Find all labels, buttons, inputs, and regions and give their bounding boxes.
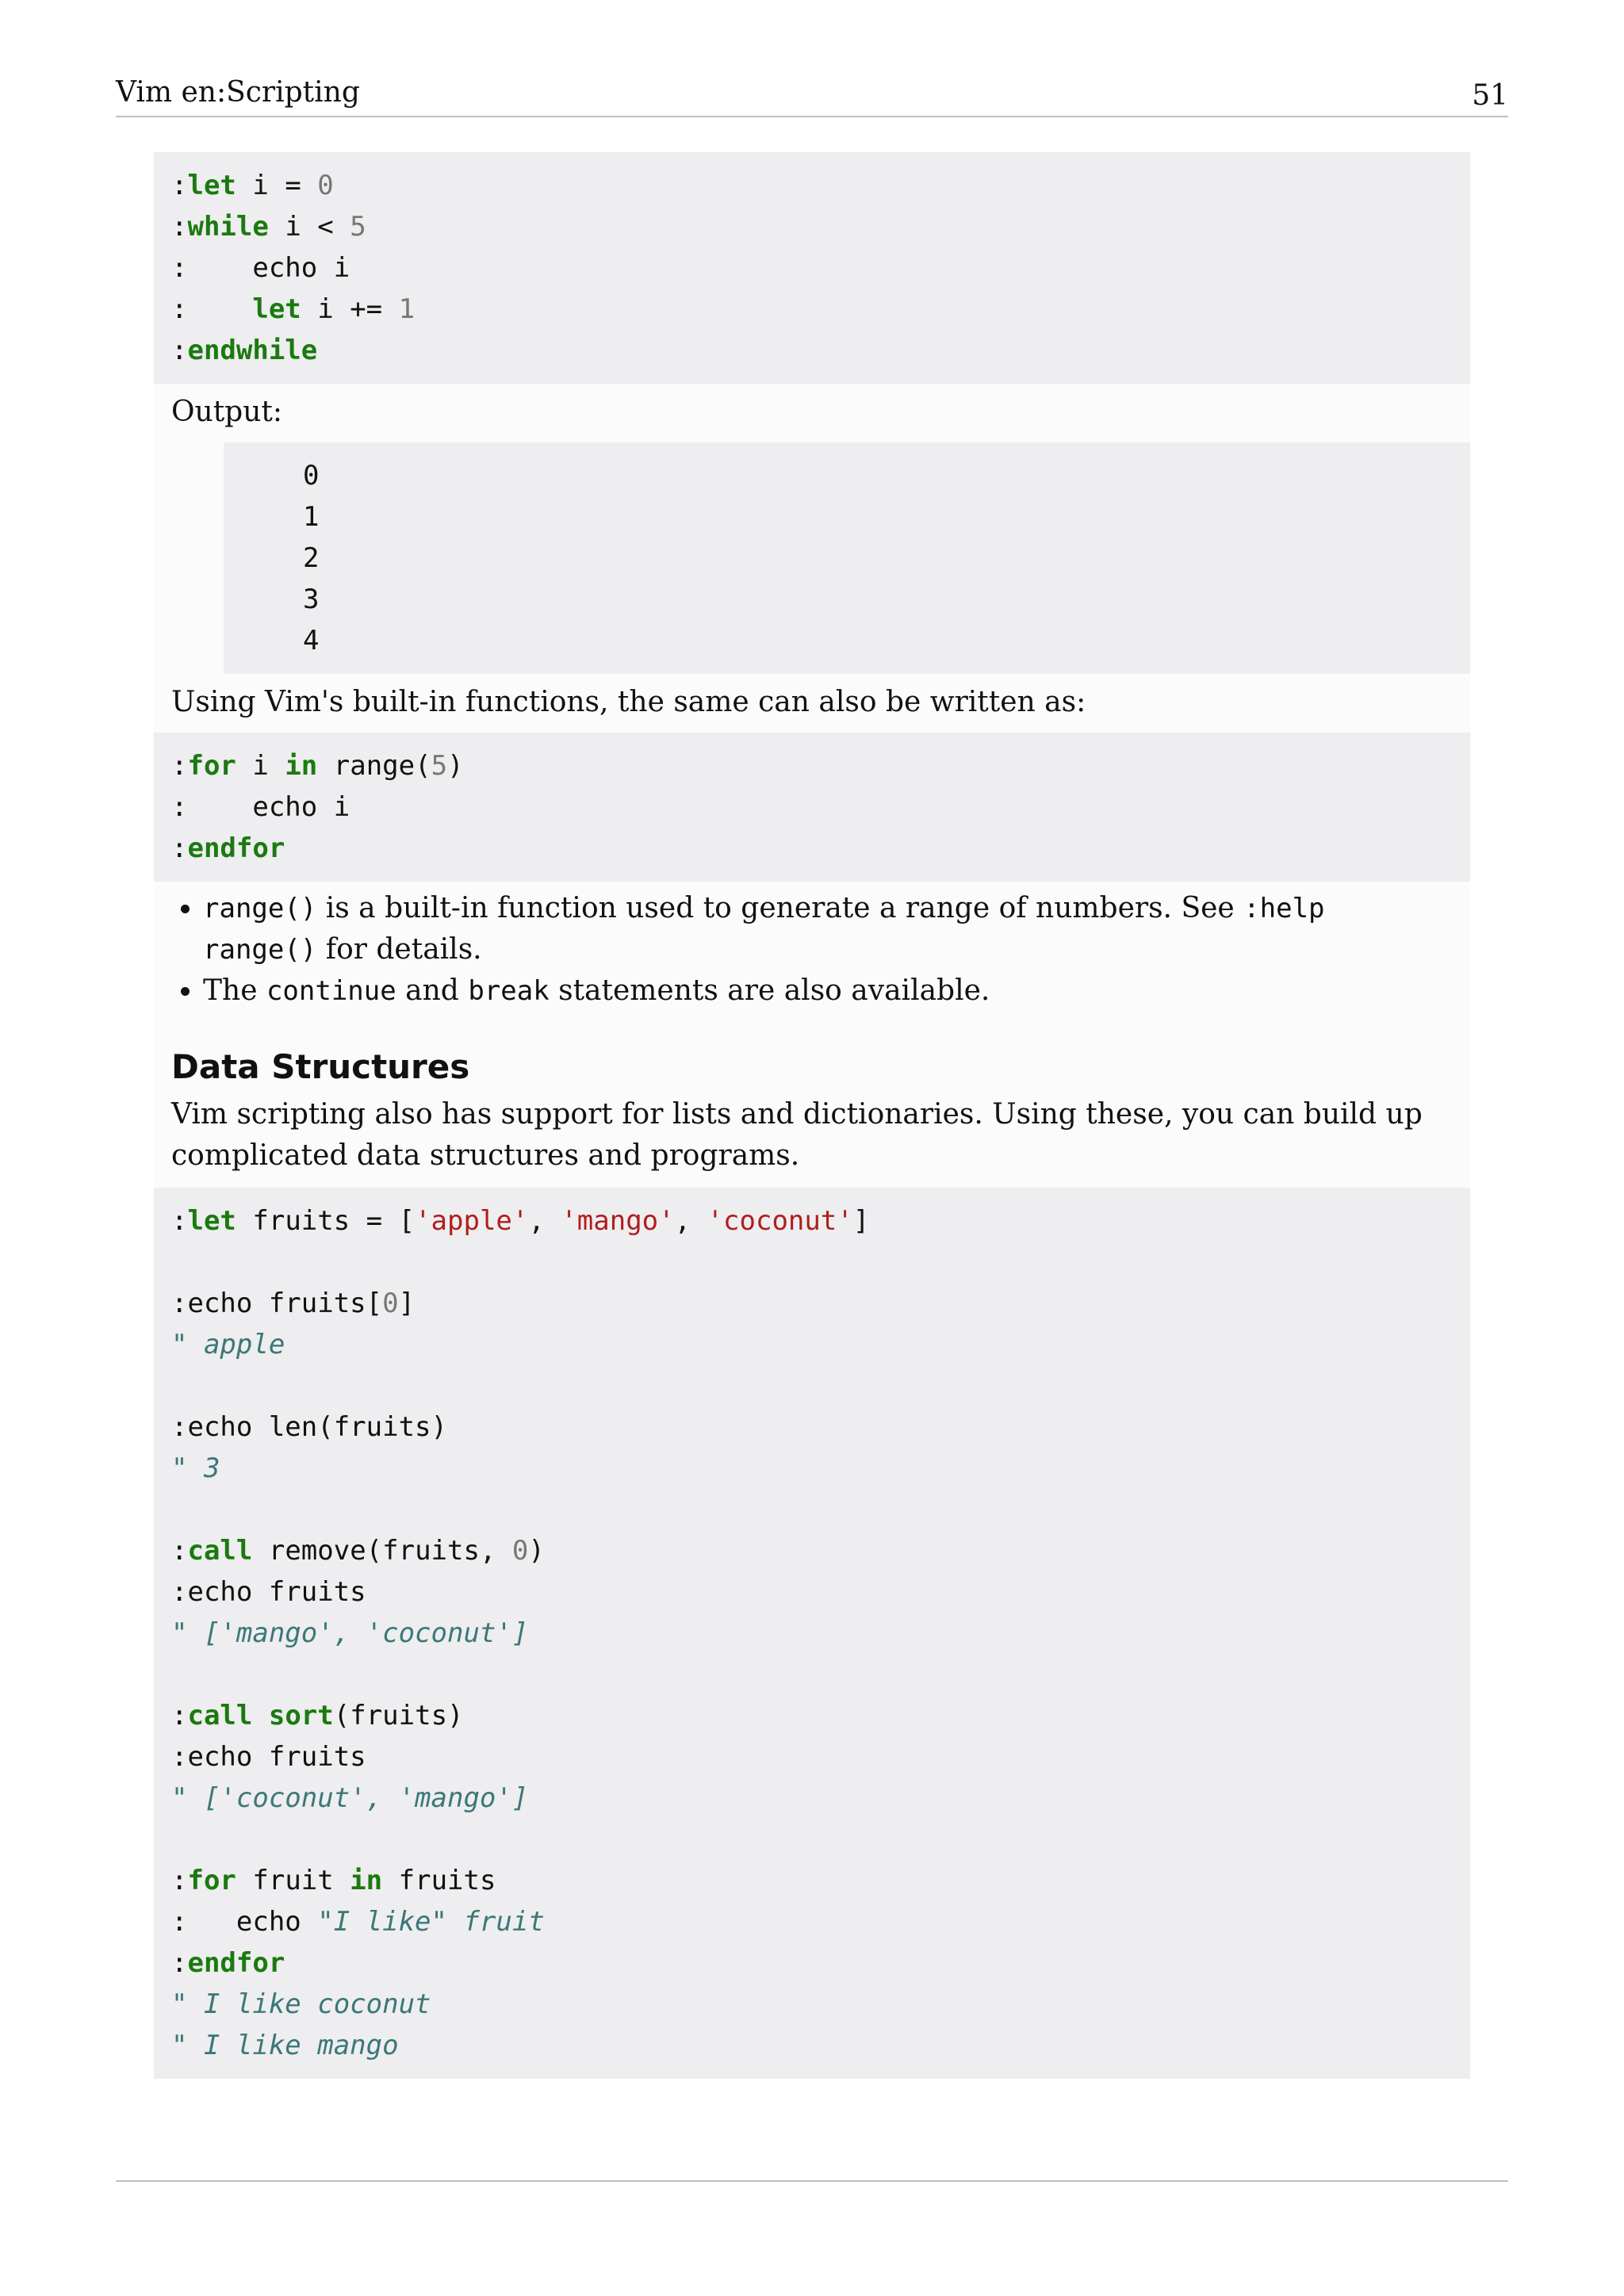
page-header xyxy=(116,76,1508,117)
code-comment: " I like mango xyxy=(171,2030,399,2061)
inline-code: :help range() xyxy=(203,893,1325,966)
builtin-paragraph: Using Vim's built-in functions, the same can also be written as: xyxy=(171,686,1086,718)
section-heading: Data Structures xyxy=(171,1047,470,1086)
section-paragraph: Vim scripting also has support for lists and dictionaries. Using these, you can build up complicated data structures and programs. xyxy=(171,1098,1423,1172)
footer-divider xyxy=(116,2180,1508,2182)
page-title: Vim en:Scripting xyxy=(116,76,360,109)
page-number: 51 xyxy=(1472,79,1508,112)
output-line: 4 xyxy=(303,625,320,656)
notes-list xyxy=(154,882,1470,1016)
code-line: : echo "I like" fruit xyxy=(171,1906,545,1938)
code-line: :echo fruits xyxy=(171,1741,366,1773)
code-line: :call sort(fruits) xyxy=(171,1700,464,1732)
list-item: • The continue and break statements are also available. xyxy=(203,970,1453,1012)
data-structures-code-block xyxy=(154,1188,1470,2079)
code-comment: " I like coconut xyxy=(171,1988,431,2020)
code-comment: " ['mango', 'coconut'] xyxy=(171,1617,529,1649)
code-line: :endwhile xyxy=(171,335,318,366)
inline-code: range() xyxy=(203,893,317,924)
inline-code: break xyxy=(468,975,550,1007)
code-line: :let fruits = ['apple', 'mango', 'coconut'] xyxy=(171,1205,870,1237)
output-label: Output: xyxy=(171,396,282,428)
output-line: 3 xyxy=(303,584,320,615)
code-line: :echo fruits[0] xyxy=(171,1288,416,1319)
inline-code: continue xyxy=(266,975,396,1007)
output-line: 2 xyxy=(303,542,320,574)
code-comment: " apple xyxy=(171,1329,285,1360)
code-line: : echo i xyxy=(171,791,350,823)
code-line: : echo i xyxy=(171,252,350,284)
output-line: 1 xyxy=(303,501,320,533)
list-item: • range() is a built-in function used to generate a range of numbers. See :help range() for details. xyxy=(203,888,1453,970)
output-line: 0 xyxy=(303,460,320,492)
code-line: :echo len(fruits) xyxy=(171,1411,447,1443)
code-line: :echo fruits xyxy=(171,1576,366,1608)
for-loop-code-block xyxy=(154,733,1470,882)
code-line: :while i < 5 xyxy=(171,211,366,243)
content-area xyxy=(154,152,1470,2079)
code-line: :endfor xyxy=(171,832,285,864)
output-code-block xyxy=(224,442,1470,674)
code-line: :for fruit in fruits xyxy=(171,1865,496,1896)
code-line: :for i in range(5) xyxy=(171,750,464,782)
while-loop-code-block xyxy=(154,152,1470,384)
code-line: :let i = 0 xyxy=(171,170,334,201)
code-comment: " 3 xyxy=(171,1452,220,1484)
code-comment: " ['coconut', 'mango'] xyxy=(171,1782,529,1814)
code-line: :call remove(fruits, 0) xyxy=(171,1535,545,1567)
code-line: : let i += 1 xyxy=(171,293,416,325)
code-line: :endfor xyxy=(171,1947,285,1979)
